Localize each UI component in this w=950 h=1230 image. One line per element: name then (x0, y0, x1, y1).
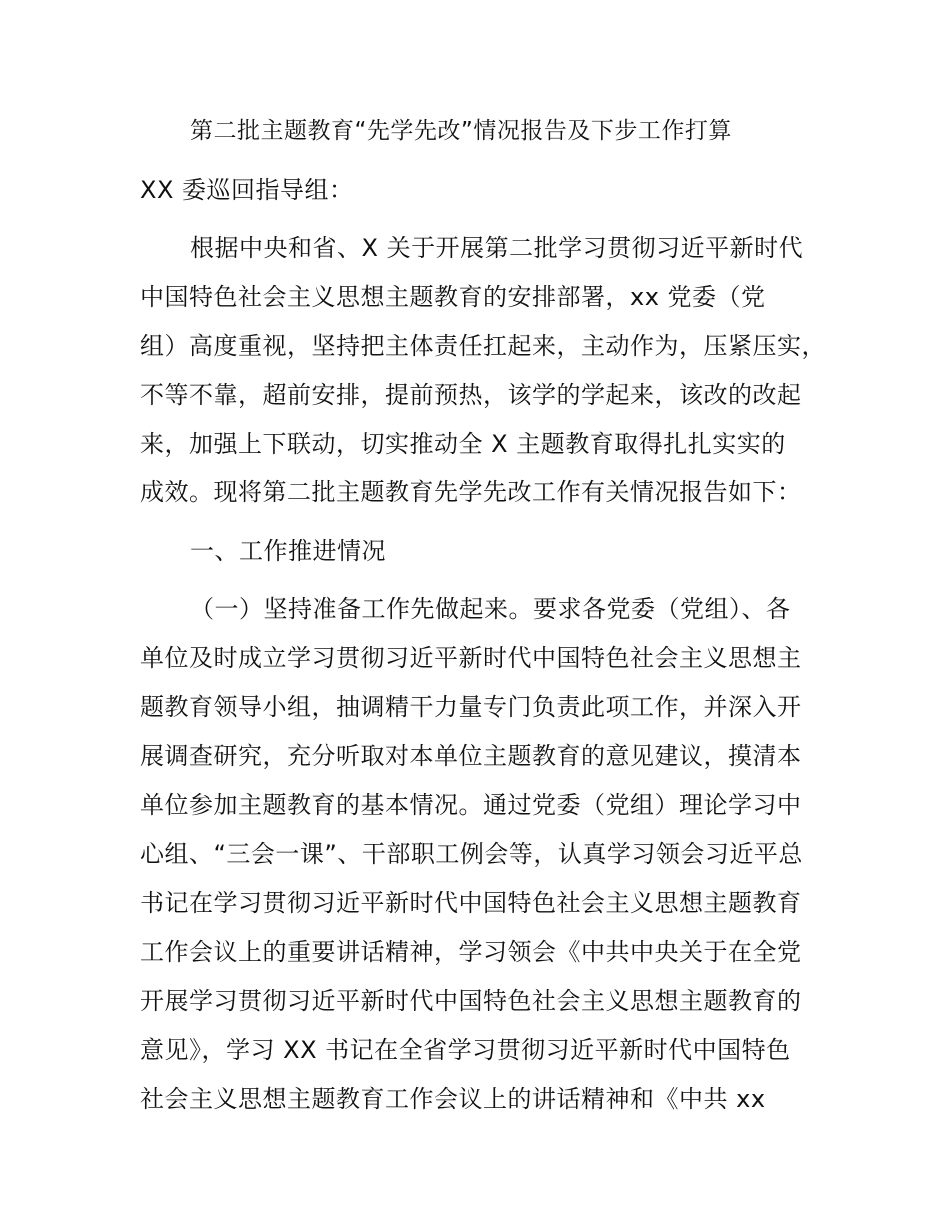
paragraph-line: 组）高度重视，坚持把主体责任扛起来，主动作为，压紧压实， (140, 332, 826, 360)
paragraph-line: 意见》，学习 XX 书记在全省学习贯彻习近平新时代中国特色 (140, 1036, 791, 1064)
paragraph-line: 展调查研究，充分听取对本单位主题教育的意见建议，摸清本 (140, 742, 802, 770)
paragraph-line: 书记在学习贯彻习近平新时代中国特色社会主义思想主题教育 (140, 889, 802, 917)
paragraph-line: 根据中央和省、X 关于开展第二批学习贯彻习近平新时代 (190, 234, 804, 262)
document-title: 第二批主题教育“先学先改”情况报告及下步工作打算 (190, 118, 732, 144)
paragraph-line: 来，加强上下联动，切实推动全 X 主题教育取得扎扎实实的 (140, 430, 786, 458)
paragraph-line: 成效。现将第二批主题教育先学先改工作有关情况报告如下： (140, 478, 802, 506)
section-heading: 一、工作推进情况 (190, 537, 386, 565)
paragraph-line: 题教育领导小组，抽调精干力量专门负责此项工作，并深入开 (140, 693, 802, 721)
paragraph-line: （一）坚持准备工作先做起来。要求各党委（党组）、各 (190, 595, 791, 623)
paragraph-line: 工作会议上的重要讲话精神，学习领会《中共中央关于在全党 (140, 938, 802, 966)
paragraph-line: 社会主义思想主题教育工作会议上的讲话精神和《中共 xx (140, 1085, 766, 1113)
paragraph-line: 不等不靠，超前安排，提前预热，该学的学起来，该改的改起 (140, 381, 802, 409)
salutation: XX 委巡回指导组： (140, 176, 354, 204)
paragraph-line: 心组、“三会一课”、干部职工例会等，认真学习领会习近平总 (140, 840, 803, 868)
paragraph-line: 单位参加主题教育的基本情况。通过党委（党组）理论学习中 (140, 791, 802, 819)
paragraph-line: 单位及时成立学习贯彻习近平新时代中国特色社会主义思想主 (140, 644, 802, 672)
paragraph-line: 开展学习贯彻习近平新时代中国特色社会主义思想主题教育的 (140, 987, 802, 1015)
paragraph-line: 中国特色社会主义思想主题教育的安排部署，xx 党委（党 (140, 283, 766, 311)
